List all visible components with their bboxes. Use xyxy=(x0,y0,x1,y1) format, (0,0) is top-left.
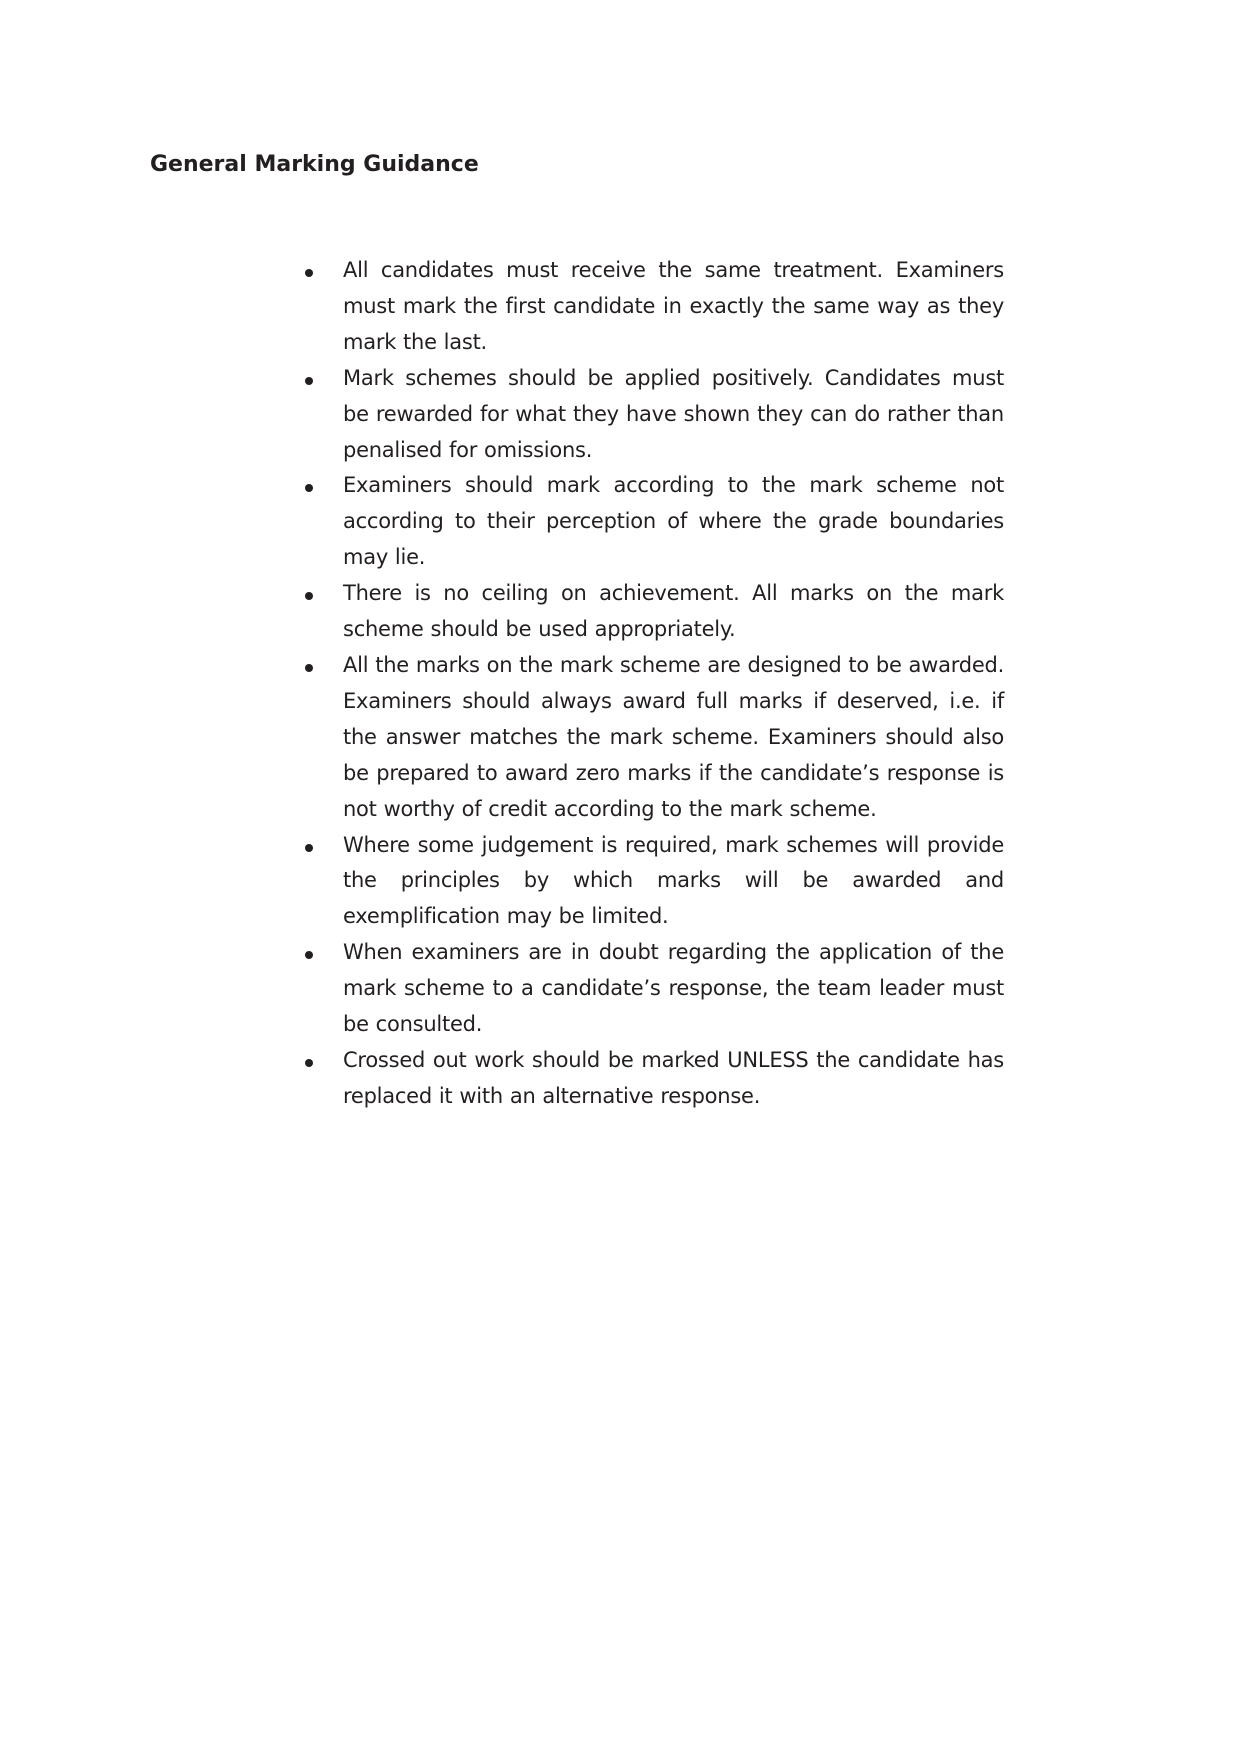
list-item xyxy=(343,253,1004,361)
list-item xyxy=(343,1043,1004,1115)
list-item-text: Where some judgement is required, mark schemes will provide the principles by which marks will be awarded and exemplification may be limited. xyxy=(343,832,1004,929)
list-item-text: Mark schemes should be applied positively. Candidates must be rewarded for what they have shown they can do rather than penalised for omissions. xyxy=(343,365,1004,462)
bullet-icon xyxy=(305,951,313,959)
bullet-icon xyxy=(305,484,313,492)
bullet-icon xyxy=(305,269,313,277)
list-item xyxy=(343,576,1004,648)
bullet-icon xyxy=(305,844,313,852)
list-item-text: All the marks on the mark scheme are designed to be awarded. Examiners should always award full marks if deserved, i.e. if the answer matches the mark scheme. Examiners should also be prepared to award zero marks if the candidate’s response is not worthy of credit according to the mark scheme. xyxy=(343,652,1004,821)
bullet-icon xyxy=(305,377,313,385)
list-item xyxy=(343,468,1004,576)
list-item-text: There is no ceiling on achievement. All marks on the mark scheme should be used appropriately. xyxy=(343,581,1004,642)
guidance-list xyxy=(343,253,1004,1115)
bullet-icon xyxy=(305,592,313,600)
list-item-text: All candidates must receive the same treatment. Examiners must mark the first candidate in exactly the same way as they mark the last. xyxy=(343,258,1004,354)
bullet-icon xyxy=(305,664,313,672)
list-item-text: Examiners should mark according to the mark scheme not according to their perception of where the grade boundaries may lie. xyxy=(343,473,1004,570)
list-item xyxy=(343,828,1004,936)
list-item xyxy=(343,361,1004,469)
list-item xyxy=(343,935,1004,1043)
page-title: General Marking Guidance xyxy=(150,152,479,177)
list-item-text: Crossed out work should be marked UNLESS the candidate has replaced it with an alternative response. xyxy=(343,1047,1004,1108)
list-item-text: When examiners are in doubt regarding the application of the mark scheme to a candidate’s response, the team leader must be consulted. xyxy=(343,940,1004,1037)
bullet-icon xyxy=(305,1059,313,1067)
list-item xyxy=(343,648,1004,828)
